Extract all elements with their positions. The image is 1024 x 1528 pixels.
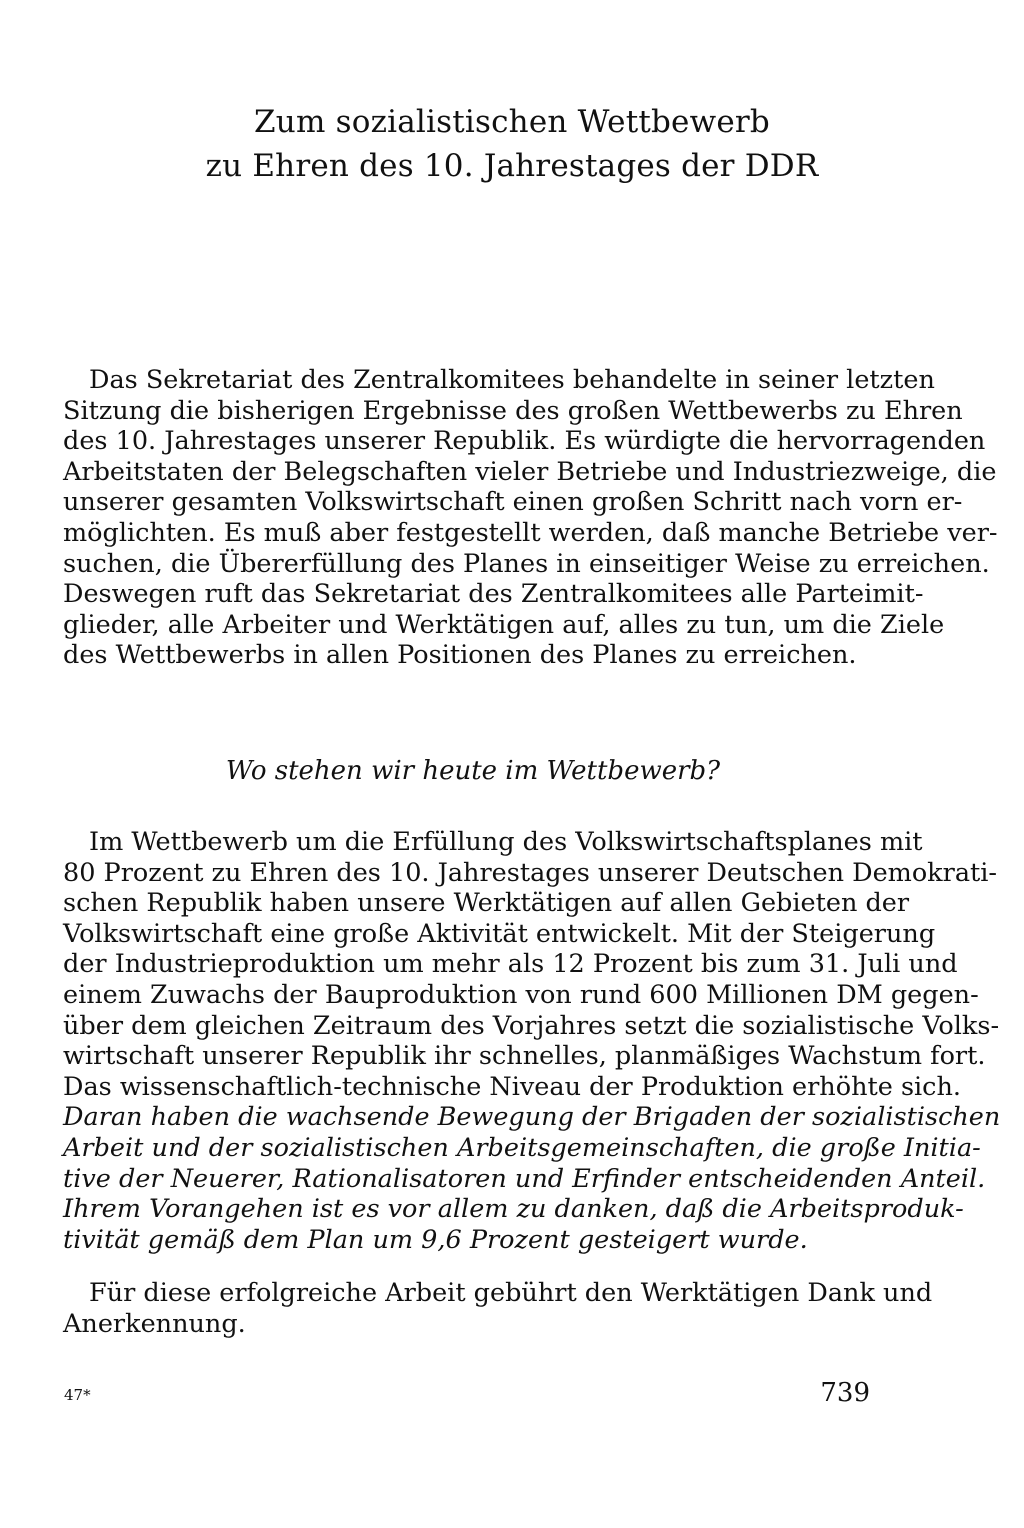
text-line: Für diese erfolgreiche Arbeit gebührt den Werktätigen Dank und bbox=[89, 1278, 933, 1308]
paragraph-thanks bbox=[63, 1278, 933, 1339]
emphasis-line: tivität gemäß dem Plan um 9,6 Prozent gesteigert wurde. bbox=[63, 1224, 808, 1255]
text-line: Das wissenschaftlich-technische Niveau der Produktion erhöhte sich. bbox=[63, 1071, 961, 1102]
page-title bbox=[150, 100, 874, 188]
emphasis-line: Arbeit und der sozialistischen Arbeitsgemeinschaften, die große Initia- bbox=[63, 1132, 981, 1163]
emphasis-line: tive der Neuerer, Rationalisatoren und Erfinder entscheidenden Anteil. bbox=[63, 1163, 986, 1194]
text-line: Arbeitstaten der Belegschaften vieler Betriebe und Industriezweige, die bbox=[63, 456, 997, 487]
paragraph-status bbox=[63, 827, 1001, 1255]
text-line: des 10. Jahrestages unserer Republik. Es würdigte die hervorragenden bbox=[63, 426, 986, 457]
text-line: Das Sekretariat des Zentralkomitees behandelte in seiner letzten bbox=[89, 365, 935, 395]
page-number: 739 bbox=[820, 1378, 870, 1408]
text-line: einem Zuwachs der Bauproduktion von rund 600 Millionen DM gegen- bbox=[63, 979, 979, 1010]
text-line: der Industrieproduktion um mehr als 12 Prozent bis zum 31. Juli und bbox=[63, 949, 958, 980]
title-line-1: Zum sozialistischen Wettbewerb bbox=[254, 104, 770, 140]
text-line: Deswegen ruft das Sekretariat des Zentralkomitees alle Parteimit- bbox=[63, 579, 924, 610]
section-heading: Wo stehen wir heute im Wettbewerb? bbox=[225, 756, 721, 786]
signature-mark: 47* bbox=[64, 1386, 91, 1404]
text-line: Sitzung die bisherigen Ergebnisse des großen Wettbewerbs zu Ehren bbox=[63, 395, 963, 426]
text-line: schen Republik haben unsere Werktätigen auf allen Gebieten der bbox=[63, 888, 910, 919]
text-line: des Wettbewerbs in allen Positionen des Planes zu erreichen. bbox=[63, 640, 857, 671]
title-line-2: zu Ehren des 10. Jahrestages der DDR bbox=[205, 148, 819, 184]
text-line: Im Wettbewerb um die Erfüllung des Volkswirtschaftsplanes mit bbox=[89, 827, 923, 857]
text-line: Anerkennung. bbox=[63, 1308, 246, 1339]
text-line: über dem gleichen Zeitraum des Vorjahres setzt die sozialistische Volks- bbox=[63, 1010, 1000, 1041]
text-line: suchen, die Übererfüllung des Planes in einseitiger Weise zu erreichen. bbox=[63, 548, 990, 579]
text-line: glieder, alle Arbeiter und Werktätigen auf, alles zu tun, um die Ziele bbox=[63, 609, 945, 640]
text-line: wirtschaft unserer Republik ihr schnelles, planmäßiges Wachstum fort. bbox=[63, 1041, 986, 1072]
text-line: möglichten. Es muß aber festgestellt werden, daß manche Betriebe ver- bbox=[63, 517, 998, 548]
text-line: Volkswirtschaft eine große Aktivität entwickelt. Mit der Steigerung bbox=[63, 918, 936, 949]
text-line: 80 Prozent zu Ehren des 10. Jahrestages unserer Deutschen Demokrati- bbox=[63, 857, 998, 888]
paragraph-intro bbox=[63, 365, 998, 671]
text-line: unserer gesamten Volkswirtschaft einen großen Schritt nach vorn er- bbox=[63, 487, 963, 518]
emphasis-line: Ihrem Vorangehen ist es vor allem zu danken, daß die Arbeitsproduk- bbox=[63, 1194, 964, 1225]
emphasis-line: Daran haben die wachsende Bewegung der Brigaden der sozialistischen bbox=[63, 1102, 1001, 1133]
